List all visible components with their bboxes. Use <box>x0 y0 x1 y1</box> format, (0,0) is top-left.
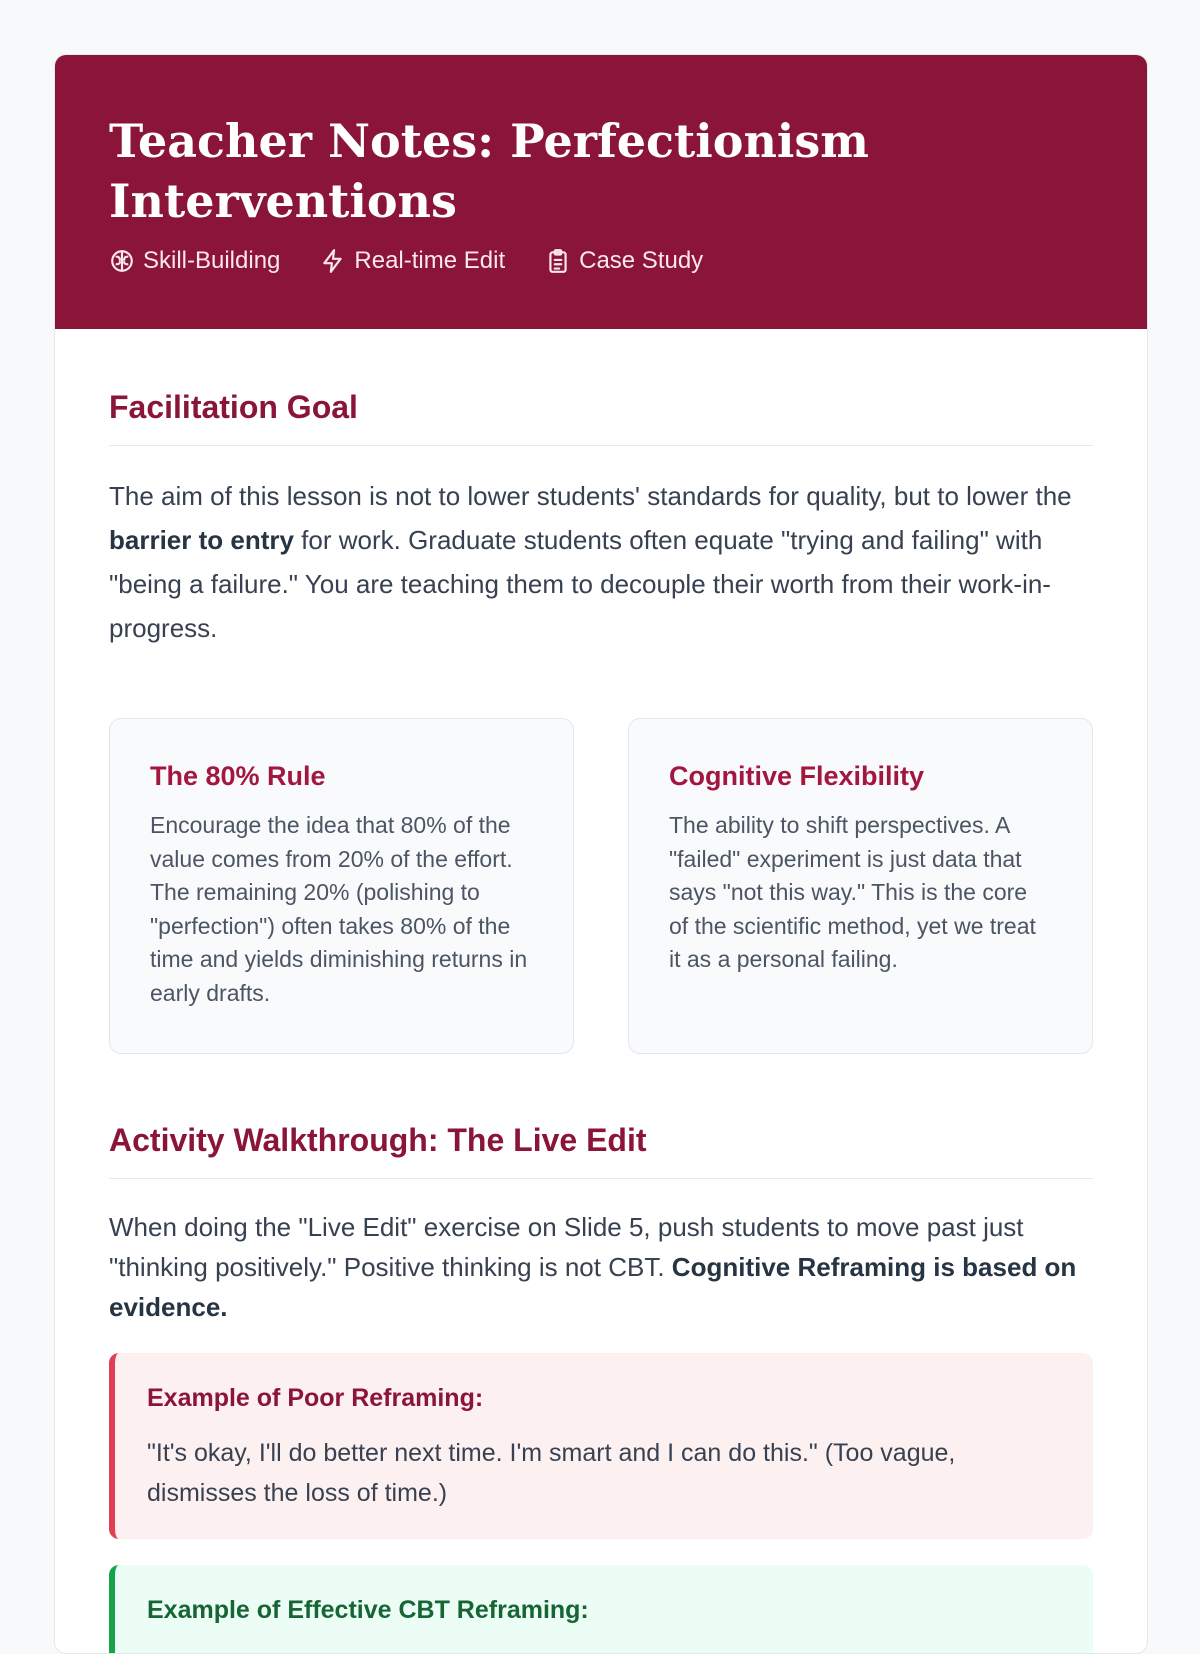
concept-title: The 80% Rule <box>150 761 326 791</box>
goal-text-part: The aim of this lesson is not to lower students' standards for quality, but to lower the <box>109 481 1072 511</box>
main-content <box>55 329 1147 1654</box>
notes-card <box>54 54 1148 1654</box>
activity-text-part: When doing the "Live Edit" exercise on Slide 5, push students to move past just "thinking positively." Positive thinking is not CBT. <box>109 1212 1024 1282</box>
tag-case-study <box>545 247 703 275</box>
page-title: Teacher Notes: Perfectionism Interventions <box>109 114 869 228</box>
activity-heading: Activity Walkthrough: The Live Edit <box>109 1120 1093 1179</box>
tag-list <box>109 247 1093 275</box>
activity-bold-text: Cognitive Reframing is based on evidence. <box>109 1252 1077 1322</box>
activity-section <box>109 1120 1093 1654</box>
concept-grid <box>109 718 1093 1054</box>
tag-label: Skill-Building <box>143 247 281 274</box>
callout-title: Example of Effective CBT Reframing: <box>147 1596 589 1624</box>
callout-text: "It's okay, I'll do better next time. I'm smart and I can do this." (Too vague, dismisses the loss of time.) <box>147 1439 956 1507</box>
lightning-icon <box>320 248 346 274</box>
tag-real-time-edit <box>320 247 505 275</box>
poor-reframing-callout <box>109 1353 1093 1539</box>
concept-card-cognitive-flexibility <box>628 718 1093 1054</box>
callout-title: Example of Poor Reframing: <box>147 1384 484 1412</box>
activity-text <box>109 1207 1093 1327</box>
tag-skill-building <box>109 247 280 275</box>
facilitation-goal-heading: Facilitation Goal <box>109 387 1093 446</box>
clipboard-icon <box>545 248 571 274</box>
concept-body: The ability to shift perspectives. A "failed" experiment is just data that says "not this way." This is the core of the scientific method, yet we treat it as a personal failing. <box>669 812 1036 972</box>
facilitation-goal-text <box>109 474 1093 650</box>
concept-title: Cognitive Flexibility <box>669 761 925 791</box>
header-banner <box>55 55 1147 329</box>
concept-body: Encourage the idea that 80% of the value comes from 20% of the effort. The remaining 20% (polishing to "perfection") often takes 80% of the time and yields diminishing returns in early drafts. <box>150 812 528 1006</box>
effective-reframing-callout <box>109 1565 1093 1654</box>
tag-label: Real-time Edit <box>354 247 506 274</box>
concept-card-80-rule <box>109 718 574 1054</box>
goal-text-part: for work. Graduate students often equate "trying and failing" with "being a failure." You are teaching them to decouple their worth from their work-in-progress. <box>109 525 1051 643</box>
goal-bold-text: barrier to entry <box>109 525 294 555</box>
tag-label: Case Study <box>579 247 704 274</box>
brain-icon <box>109 248 135 274</box>
